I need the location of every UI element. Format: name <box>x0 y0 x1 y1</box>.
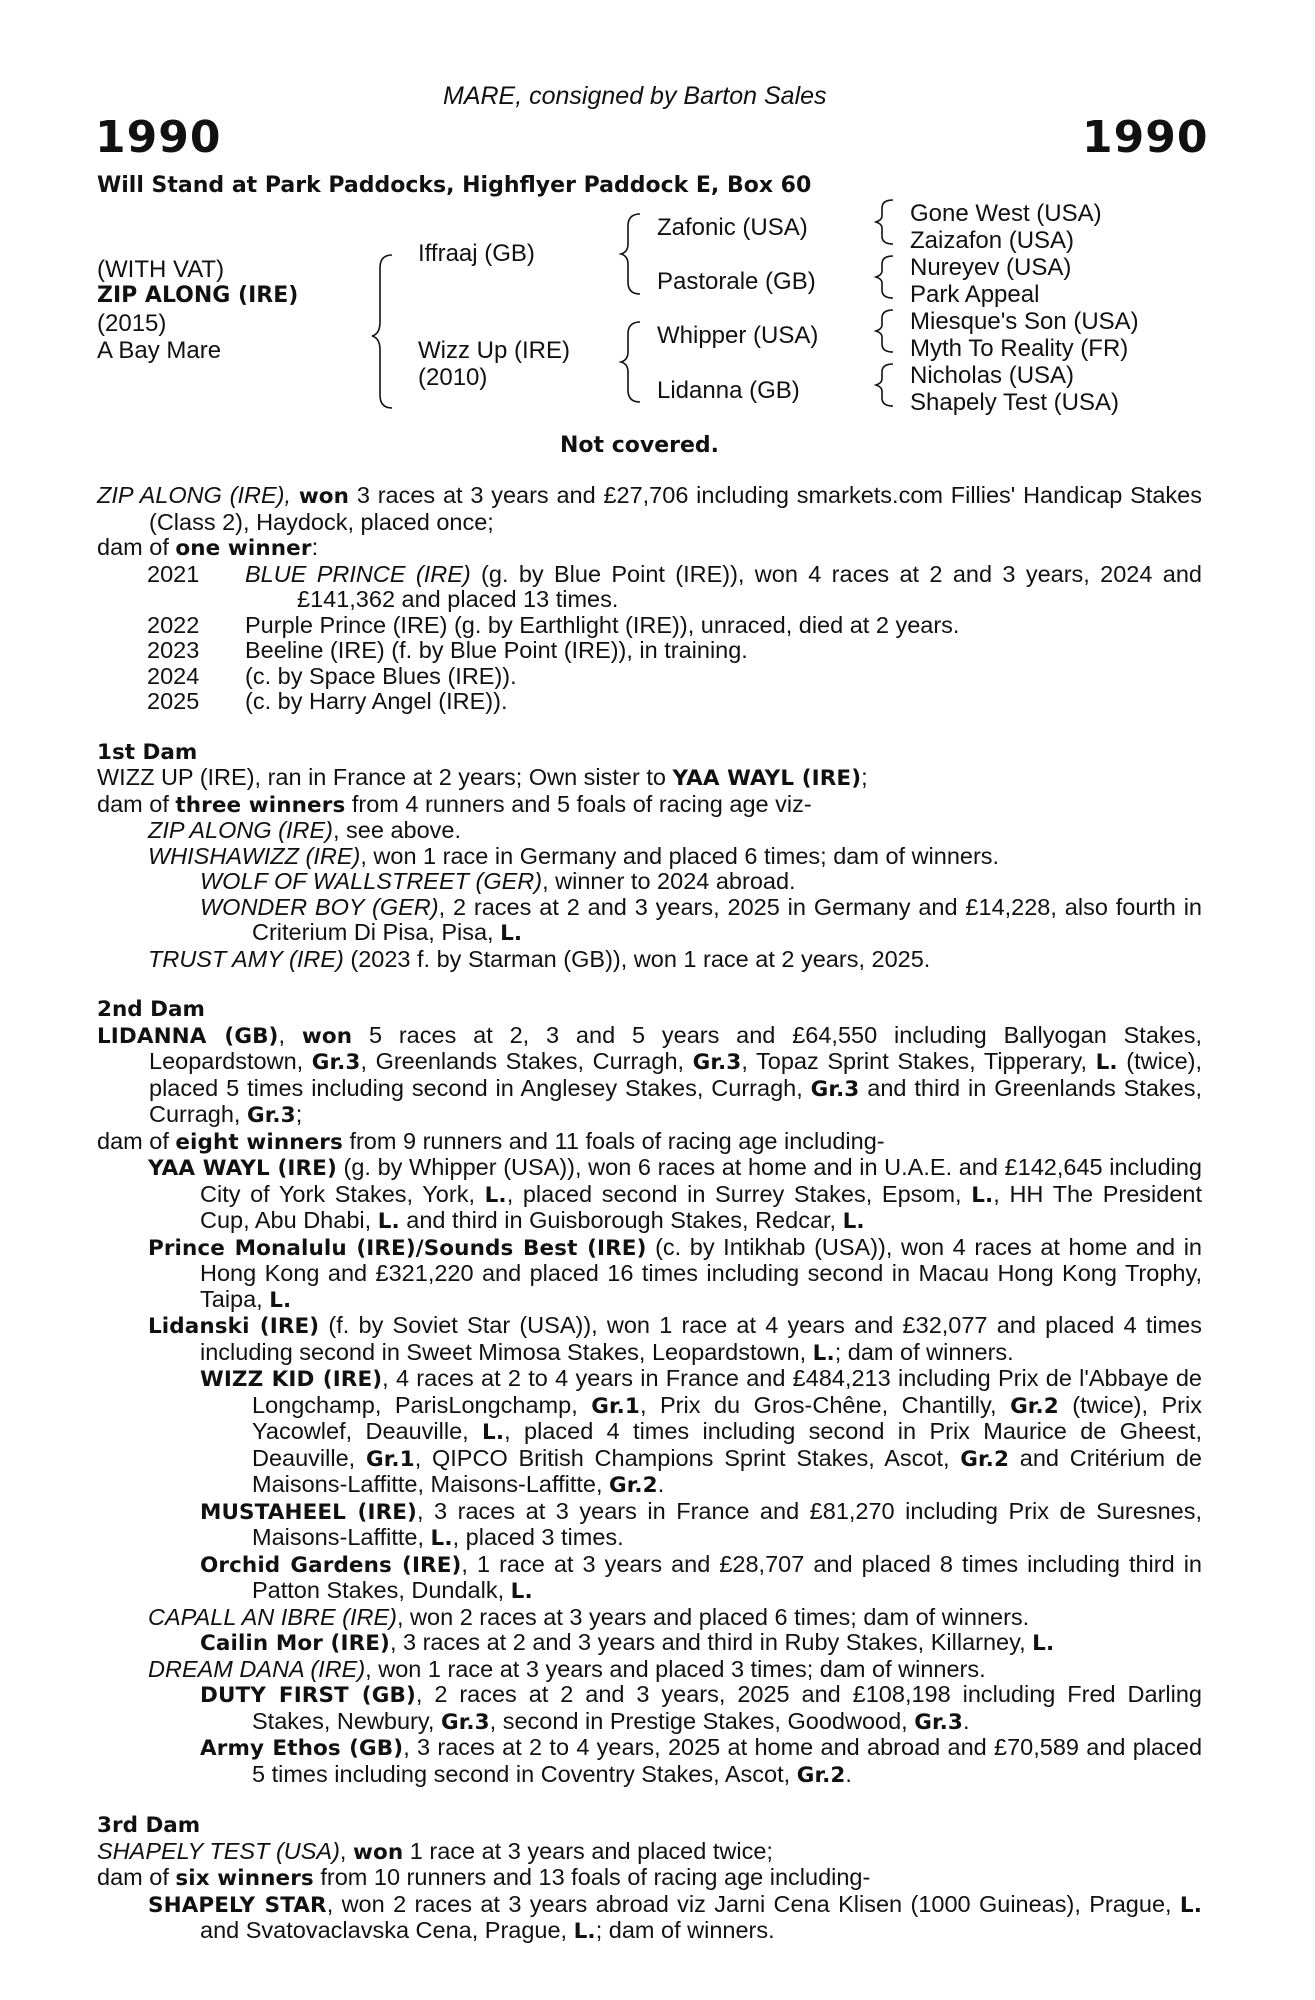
dam: Wizz Up (IRE) <box>418 337 570 364</box>
foal-row: 2025 (c. by Harry Angel (IRE)). <box>147 688 508 714</box>
bracket-g2 <box>876 256 893 298</box>
list-item: Orchid Gardens (IRE), 1 race at 3 years and £28,707 and placed 8 times including third in Patton Stakes, Dundalk, L. <box>200 1550 1203 1604</box>
sire-sire: Zafonic (USA) <box>657 214 808 241</box>
consignor-line: MARE, consigned by Barton Sales <box>443 82 827 110</box>
first-dam-produce-summary: dam of three winners from 4 runners and 5 foals of racing age viz- <box>97 790 812 818</box>
ancestor-1: Gone West (USA) <box>910 200 1102 227</box>
bracket-g4 <box>876 364 893 406</box>
sire: Iffraaj (GB) <box>418 240 535 267</box>
horse-year: (2015) <box>97 310 167 337</box>
horse-description: A Bay Mare <box>97 337 222 364</box>
ancestor-4: Park Appeal <box>910 281 1040 308</box>
bracket-dam <box>621 322 640 402</box>
second-dam-record: LIDANNA (GB), won 5 races at 2, 3 and 5 years and £64,550 including Ballyogan Stakes, Leopardstown, Gr.3, Greenlands Stakes, Curragh, Gr.3, Topaz Sprint Stakes, Tipperary, L. (twice), placed 5 times including second in Anglesey Stakes, Curragh, Gr.3 and third in Greenlands Stakes, Curragh, Gr.3; <box>97 1021 1203 1128</box>
list-item: MUSTAHEEL (IRE), 3 races at 3 years in France and £81,270 including Prix de Suresnes, Maisons-Laffitte, L., placed 3 times. <box>200 1497 1202 1551</box>
foal-row: 2021 BLUE PRINCE (IRE) (g. by Blue Point (IRE)), won 4 races at 2 and 3 years, 2024 and £141,362 and placed 13 times. <box>147 560 1202 612</box>
list-item: WONDER BOY (GER), 2 races at 2 and 3 years, 2025 in Germany and £14,228, also fourth in Criterium Di Pisa, Pisa, L. <box>200 893 1203 946</box>
won-label: won <box>298 484 350 509</box>
covering-status: Not covered. <box>560 433 719 458</box>
dam-of-line: dam of one winner: <box>97 534 319 561</box>
second-dam-heading: 2nd Dam <box>97 997 205 1022</box>
third-dam-heading: 3rd Dam <box>97 1813 201 1838</box>
bracket-main <box>372 255 392 408</box>
dam-dam: Lidanna (GB) <box>657 377 800 404</box>
sire-dam: Pastorale (GB) <box>657 268 816 295</box>
ancestor-7: Nicholas (USA) <box>910 362 1075 389</box>
catalogue-body <box>97 483 1202 1945</box>
ancestor-2: Zaizafon (USA) <box>910 227 1075 254</box>
bracket-sire <box>621 214 640 294</box>
list-item: Prince Monalulu (IRE)/Sounds Best (IRE) (c. by Intikhab (USA)), won 4 races at home and in Hong Kong and £321,220 and placed 16 times including second in Macau Hong Kong Trophy, Taipa, L. <box>148 1233 1202 1313</box>
third-dam-produce-summary: dam of six winners from 10 runners and 13 foals of racing age including- <box>97 1864 871 1891</box>
list-item: SHAPELY STAR, won 2 races at 3 years abroad viz Jarni Cena Klisen (1000 Guineas), Prague, L. and Svatovaclavska Cena, Prague, L.; dam of winners. <box>148 1890 1202 1944</box>
list-item: Army Ethos (GB), 3 races at 2 to 4 years, 2025 at home and abroad and £70,589 and placed 5 times including second in Coventry Stakes, Ascot, Gr.2. <box>200 1734 1203 1788</box>
horse-name: ZIP ALONG (IRE) <box>97 283 299 308</box>
list-item: YAA WAYL (IRE) (g. by Whipper (USA)), won 6 races at home and in U.A.E. and £142,645 including City of York Stakes, York, L., placed second in Surrey Stakes, Epsom, L., HH The President Cup, Abu Dhabi, L. and third in Guisborough Stakes, Redcar, L. <box>148 1154 1203 1234</box>
ancestor-3: Nureyev (USA) <box>910 254 1072 281</box>
list-item: Cailin Mor (IRE), 3 races at 2 and 3 years and third in Ruby Stakes, Killarney, L. <box>200 1629 1055 1656</box>
vat-note: (WITH VAT) <box>97 256 225 283</box>
mare-name: ZIP ALONG (IRE), <box>97 482 292 508</box>
dam-year: (2010) <box>418 364 488 391</box>
list-item: WHISHAWIZZ (IRE), won 1 race in Germany and placed 6 times; dam of winners. <box>148 842 1000 869</box>
foal-row: 2024 (c. by Space Blues (IRE)). <box>147 662 517 689</box>
ancestor-8: Shapely Test (USA) <box>910 389 1119 416</box>
produce-intro <box>97 483 1202 535</box>
foal-row: 2023 Beeline (IRE) (f. by Blue Point (IRE)), in training. <box>147 637 748 663</box>
dam-sire: Whipper (USA) <box>657 322 819 349</box>
list-item: Lidanski (IRE) (f. by Soviet Star (USA)), won 1 race at 4 years and £32,077 and placed 4 times including second in Sweet Mimosa Stakes, Leopardstown, L.; dam of winners. <box>148 1312 1202 1366</box>
lot-number-left: 1990 <box>95 112 222 163</box>
ancestor-6: Myth To Reality (FR) <box>910 335 1129 362</box>
foal-row: 2022 Purple Prince (IRE) (g. by Earthlight (IRE)), unraced, died at 2 years. <box>147 611 960 638</box>
list-item: DUTY FIRST (GB), 2 races at 2 and 3 years, 2025 and £108,198 including Fred Darling Stakes, Newbury, Gr.3, second in Prestige Stakes, Goodwood, Gr.3. <box>200 1681 1202 1735</box>
second-dam-produce-summary: dam of eight winners from 9 runners and 11 foals of racing age including- <box>97 1127 885 1155</box>
first-dam-line: WIZZ UP (IRE), ran in France at 2 years; Own sister to YAA WAYL (IRE); <box>97 764 868 791</box>
list-item: WOLF OF WALLSTREET (GER), winner to 2024 abroad. <box>200 868 796 894</box>
first-dam-heading: 1st Dam <box>97 739 198 765</box>
lot-number-right: 1990 <box>1082 112 1209 163</box>
stand-location: Will Stand at Park Paddocks, Highflyer Paddock E, Box 60 <box>97 173 812 198</box>
third-dam-record: SHAPELY TEST (USA), won 1 race at 3 years and placed twice; <box>97 1837 773 1865</box>
list-item: WIZZ KID (IRE), 4 races at 2 to 4 years in France and £484,213 including Prix de l'Abbaye de Longchamp, ParisLongchamp, Gr.1, Prix du Gros-Chêne, Chantilly, Gr.2 (twice), Prix Yacowlef, Deauville, L., placed 4 times including second in Prix Maurice de Gheest, Deauville, Gr.1, QIPCO British Champions Sprint Stakes, Ascot, Gr.2 and Critérium de Maisons-Laffitte, Maisons-Laffitte, Gr.2. <box>200 1365 1202 1498</box>
list-item: DREAM DANA (IRE), won 1 race at 3 years and placed 3 times; dam of winners. <box>148 1655 986 1682</box>
list-item: TRUST AMY (IRE) (2023 f. by Starman (GB)), won 1 race at 2 years, 2025. <box>148 945 931 972</box>
list-item: ZIP ALONG (IRE), see above. <box>148 817 462 843</box>
bracket-g3 <box>876 310 893 352</box>
list-item: CAPALL AN IBRE (IRE), won 2 races at 3 years and placed 6 times; dam of winners. <box>148 1603 1030 1630</box>
ancestor-5: Miesque's Son (USA) <box>910 308 1139 335</box>
bracket-g1 <box>876 200 893 244</box>
mare-record: 3 races at 3 years and £27,706 including smarkets.com Fillies' Handicap Stakes (Class 2), Haydock, placed once; <box>149 482 1203 535</box>
